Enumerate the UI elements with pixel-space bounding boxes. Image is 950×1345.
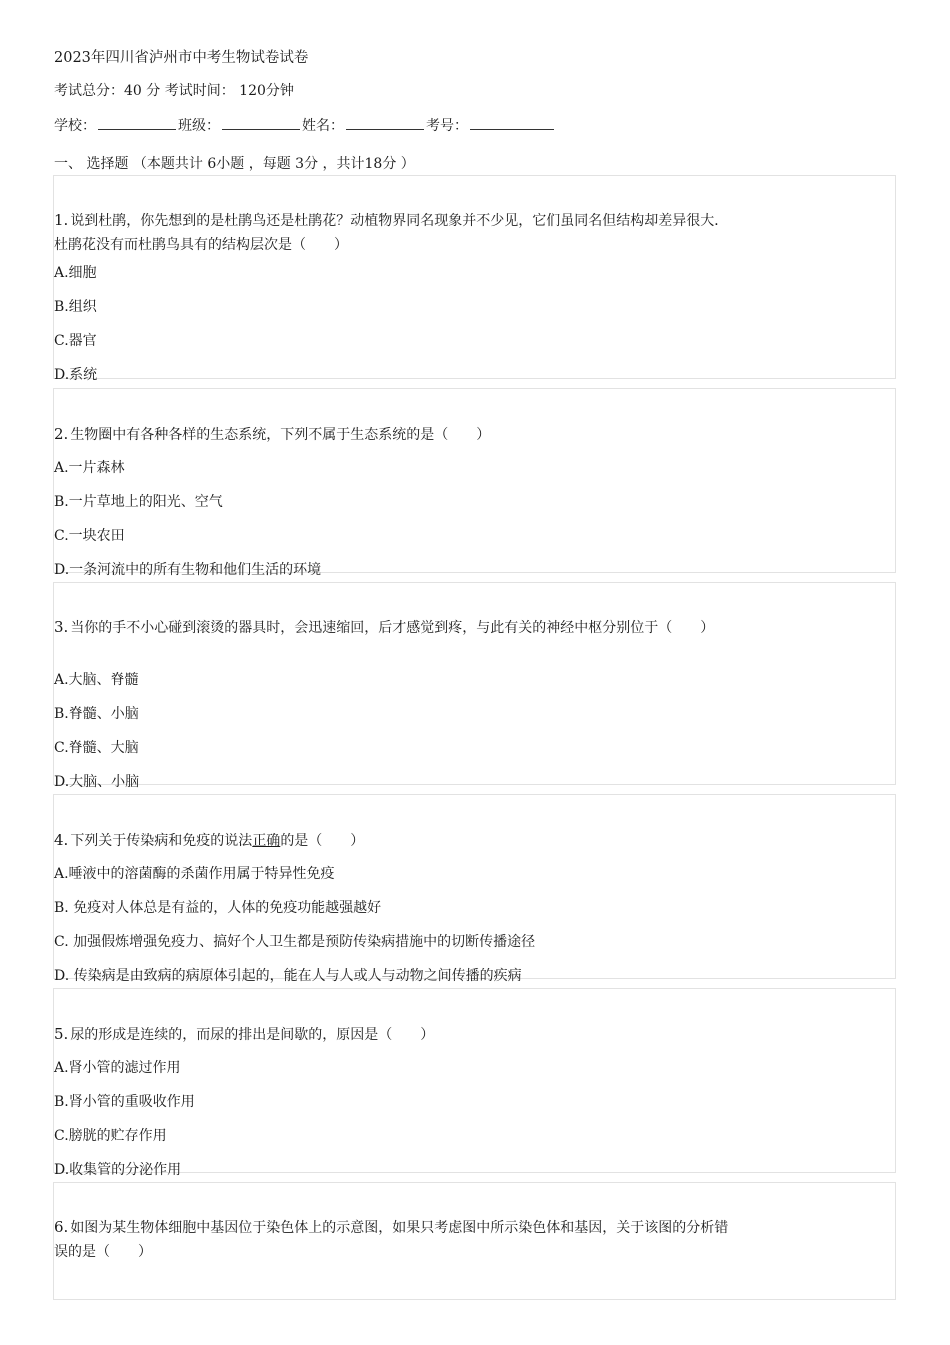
- class-label: 班级：: [178, 118, 220, 134]
- student-info-row: [54, 115, 556, 135]
- question-number: 2.: [54, 425, 69, 443]
- question-text-after: 的是（ ）: [280, 833, 365, 849]
- question-3: [53, 582, 896, 790]
- option-c[interactable]: C.器官: [54, 333, 97, 349]
- class-blank[interactable]: [222, 117, 300, 130]
- name-blank[interactable]: [346, 117, 424, 130]
- question-text: 生物圈中有各种各样的生态系统，下列不属于生态系统的是（ ）: [70, 427, 491, 443]
- question-2-stem: [54, 422, 734, 447]
- option-c[interactable]: C.脊髓、大脑: [54, 740, 139, 756]
- option-a[interactable]: A.细胞: [54, 265, 97, 281]
- option-a[interactable]: A.大脑、脊髓: [54, 672, 139, 688]
- question-number: 4.: [54, 831, 69, 849]
- question-text-before: 下列关于传染病和免疫的说法: [70, 833, 253, 849]
- option-b[interactable]: B.一片草地上的阳光、空气: [54, 494, 223, 510]
- question-2: [53, 388, 896, 578]
- exam-meta: 考试总分：40 分 考试时间： 120分钟: [54, 83, 294, 99]
- school-blank[interactable]: [98, 117, 176, 130]
- question-number: 6.: [54, 1218, 69, 1236]
- option-d[interactable]: D.收集管的分泌作用: [54, 1162, 182, 1178]
- question-text: 如图为某生物体细胞中基因位于染色体上的示意图，如果只考虑图中所示染色体和基因，关于该图的分析错误的是（ ）: [54, 1220, 729, 1260]
- question-4: [53, 794, 896, 984]
- question-text: 尿的形成是连续的，而尿的排出是间歇的，原因是（ ）: [70, 1027, 435, 1043]
- option-d[interactable]: D. 传染病是由致病的病原体引起的，能在人与人或人与动物之间传播的疾病: [54, 968, 522, 984]
- option-a[interactable]: A.一片森林: [54, 460, 125, 476]
- question-number: 5.: [54, 1025, 69, 1043]
- question-5-stem: [54, 1022, 734, 1047]
- section-title: 一、 选择题 （本题共计 6小题 ，每题 3分 ，共计18分 ）: [54, 156, 415, 172]
- school-label: 学校：: [54, 118, 96, 134]
- option-b[interactable]: B.组织: [54, 299, 97, 315]
- name-label: 姓名：: [302, 118, 344, 134]
- option-c[interactable]: C.膀胱的贮存作用: [54, 1128, 167, 1144]
- question-number: 3.: [54, 618, 69, 636]
- exam-no-label: 考号：: [426, 118, 468, 134]
- question-4-stem: [54, 828, 734, 853]
- option-b[interactable]: B.脊髓、小脑: [54, 706, 139, 722]
- option-b[interactable]: B.肾小管的重吸收作用: [54, 1094, 195, 1110]
- question-5: [53, 988, 896, 1178]
- question-6: [53, 1182, 896, 1300]
- option-a[interactable]: A.肾小管的滤过作用: [54, 1060, 181, 1076]
- option-d[interactable]: D.大脑、小脑: [54, 774, 140, 790]
- option-d[interactable]: D.一条河流中的所有生物和他们生活的环境: [54, 562, 322, 578]
- question-1-stem: [54, 208, 734, 257]
- question-text-emphasis: 正确: [252, 833, 281, 849]
- option-a[interactable]: A.唾液中的溶菌酶的杀菌作用属于特异性免疫: [54, 866, 335, 882]
- exam-title: 2023年四川省泸州市中考生物试卷试卷: [54, 50, 309, 66]
- question-3-stem: [54, 615, 734, 640]
- question-text: 当你的手不小心碰到滚烫的器具时，会迅速缩回，后才感觉到疼，与此有关的神经中枢分别位于（ ）: [70, 620, 715, 636]
- exam-no-blank[interactable]: [470, 117, 554, 130]
- question-text: 说到杜鹃，你先想到的是杜鹃鸟还是杜鹃花？动植物界同名现象并不少见，它们虽同名但结构却差异很大．杜鹃花没有而杜鹃鸟具有的结构层次是（ ）: [54, 213, 729, 253]
- question-6-stem: [54, 1215, 734, 1264]
- option-d[interactable]: D.系统: [54, 367, 98, 383]
- option-c[interactable]: C.一块农田: [54, 528, 125, 544]
- option-c[interactable]: C. 加强假炼增强免疫力、搞好个人卫生都是预防传染病措施中的切断传播途径: [54, 934, 536, 950]
- question-number: 1.: [54, 211, 69, 229]
- option-b[interactable]: B. 免疫对人体总是有益的，人体的免疫功能越强越好: [54, 900, 382, 916]
- question-1: [53, 175, 896, 383]
